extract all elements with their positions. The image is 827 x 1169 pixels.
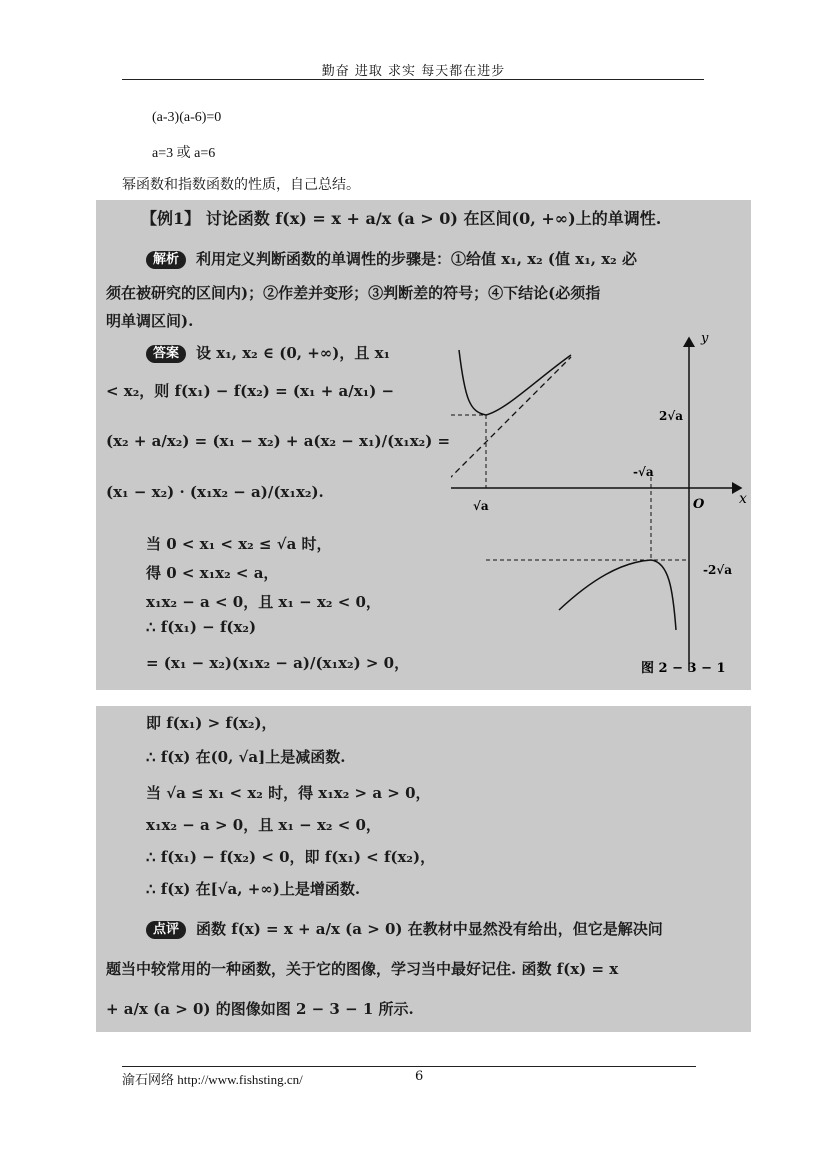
- analysis-line-1: [146, 248, 637, 269]
- asymptote-line: [451, 357, 571, 614]
- function-graph: [451, 330, 751, 680]
- p2-line-6: ∴ f(x) 在[√a, +∞)上是增函数.: [146, 880, 361, 898]
- p2-line-1: 即 f(x₁) > f(x₂)，: [146, 714, 277, 732]
- intro-line-1: (a-3)(a-6)=0: [152, 110, 222, 125]
- answer-line-8: ∴ f(x₁) − f(x₂): [146, 618, 257, 636]
- solution-panel: [96, 706, 751, 1032]
- x-label: x: [739, 491, 747, 507]
- origin-label: O: [693, 497, 705, 512]
- intro-line-3: 幂函数和指数函数的性质，自己总结。: [122, 178, 360, 193]
- p2-line-3: 当 √a ≤ x₁ < x₂ 时，得 x₁x₂ > a > 0，: [146, 784, 431, 802]
- comment-tag: 点评: [146, 921, 186, 939]
- y-label: y: [701, 331, 709, 346]
- answer-line-3: (x₂ + a/x₂) = (x₁ − x₂) + a(x₂ − x₁)/(x₁x₂) =: [106, 432, 451, 450]
- header-divider: [122, 79, 704, 80]
- tick-pos-x: √a: [473, 499, 489, 513]
- footer-divider: [122, 1066, 696, 1067]
- intro-line-2: a=3 或 a=6: [152, 146, 216, 161]
- answer-line-2: < x₂，则 f(x₁) − f(x₂) = (x₁ + a/x₁) −: [106, 382, 395, 400]
- curve-branch-positive: [459, 350, 571, 415]
- p2-line-5: ∴ f(x₁) − f(x₂) < 0，即 f(x₁) < f(x₂)，: [146, 848, 436, 866]
- tick-neg-y: -2√a: [703, 563, 732, 577]
- comment-line-2: 题当中较常用的一种函数，关于它的图像，学习当中最好记住. 函数 f(x) = x: [106, 960, 619, 978]
- analysis-tag: 解析: [146, 251, 186, 269]
- p2-line-2: ∴ f(x) 在(0, √a]上是减函数.: [146, 748, 346, 766]
- answer-text-1: 设 x₁, x₂ ∈ (0, +∞)，且 x₁: [196, 344, 391, 362]
- answer-line-5: 当 0 < x₁ < x₂ ≤ √a 时，: [146, 535, 332, 553]
- p2-line-4: x₁x₂ − a > 0，且 x₁ − x₂ < 0，: [146, 816, 381, 834]
- answer-line-9: = (x₁ − x₂)(x₁x₂ − a)/(x₁x₂) > 0，: [146, 654, 410, 672]
- comment-line-1: [146, 918, 663, 939]
- comment-text-1: 函数 f(x) = x + a/x (a > 0) 在教材中显然没有给出，但它是解决问: [196, 920, 663, 938]
- comment-line-3: + a/x (a > 0) 的图像如图 2 − 3 − 1 所示.: [106, 1000, 414, 1018]
- analysis-text-1: 利用定义判断函数的单调性的步骤是：①给值 x₁, x₂ (值 x₁, x₂ 必: [196, 250, 637, 268]
- analysis-line-3: 明单调区间).: [106, 312, 194, 330]
- tick-neg-x: -√a: [633, 465, 654, 479]
- answer-tag: 答案: [146, 345, 186, 363]
- answer-line-1: [146, 342, 390, 363]
- answer-line-6: 得 0 < x₁x₂ < a，: [146, 564, 279, 582]
- page-header: 勤奋 进取 求实 每天都在进步: [321, 64, 506, 79]
- analysis-line-2: 须在被研究的区间内)；②作差并变形；③判断差的符号；④下结论(必须指: [106, 284, 601, 302]
- page-number: 6: [415, 1069, 424, 1084]
- footer-text: 渝石网络 http://www.fishsting.cn/: [122, 1072, 303, 1087]
- answer-line-7: x₁x₂ − a < 0，且 x₁ − x₂ < 0，: [146, 593, 381, 611]
- answer-line-4: (x₁ − x₂) · (x₁x₂ − a)/(x₁x₂).: [106, 483, 324, 501]
- curve-branch-negative: [559, 560, 676, 630]
- example-title: 【例1】 讨论函数 f(x) = x + a/x (a > 0) 在区间(0, +∞)上的单调性.: [141, 209, 662, 228]
- tick-pos-y: 2√a: [659, 409, 684, 423]
- example-panel: [96, 200, 751, 690]
- figure-caption: 图 2 − 3 − 1: [641, 661, 726, 676]
